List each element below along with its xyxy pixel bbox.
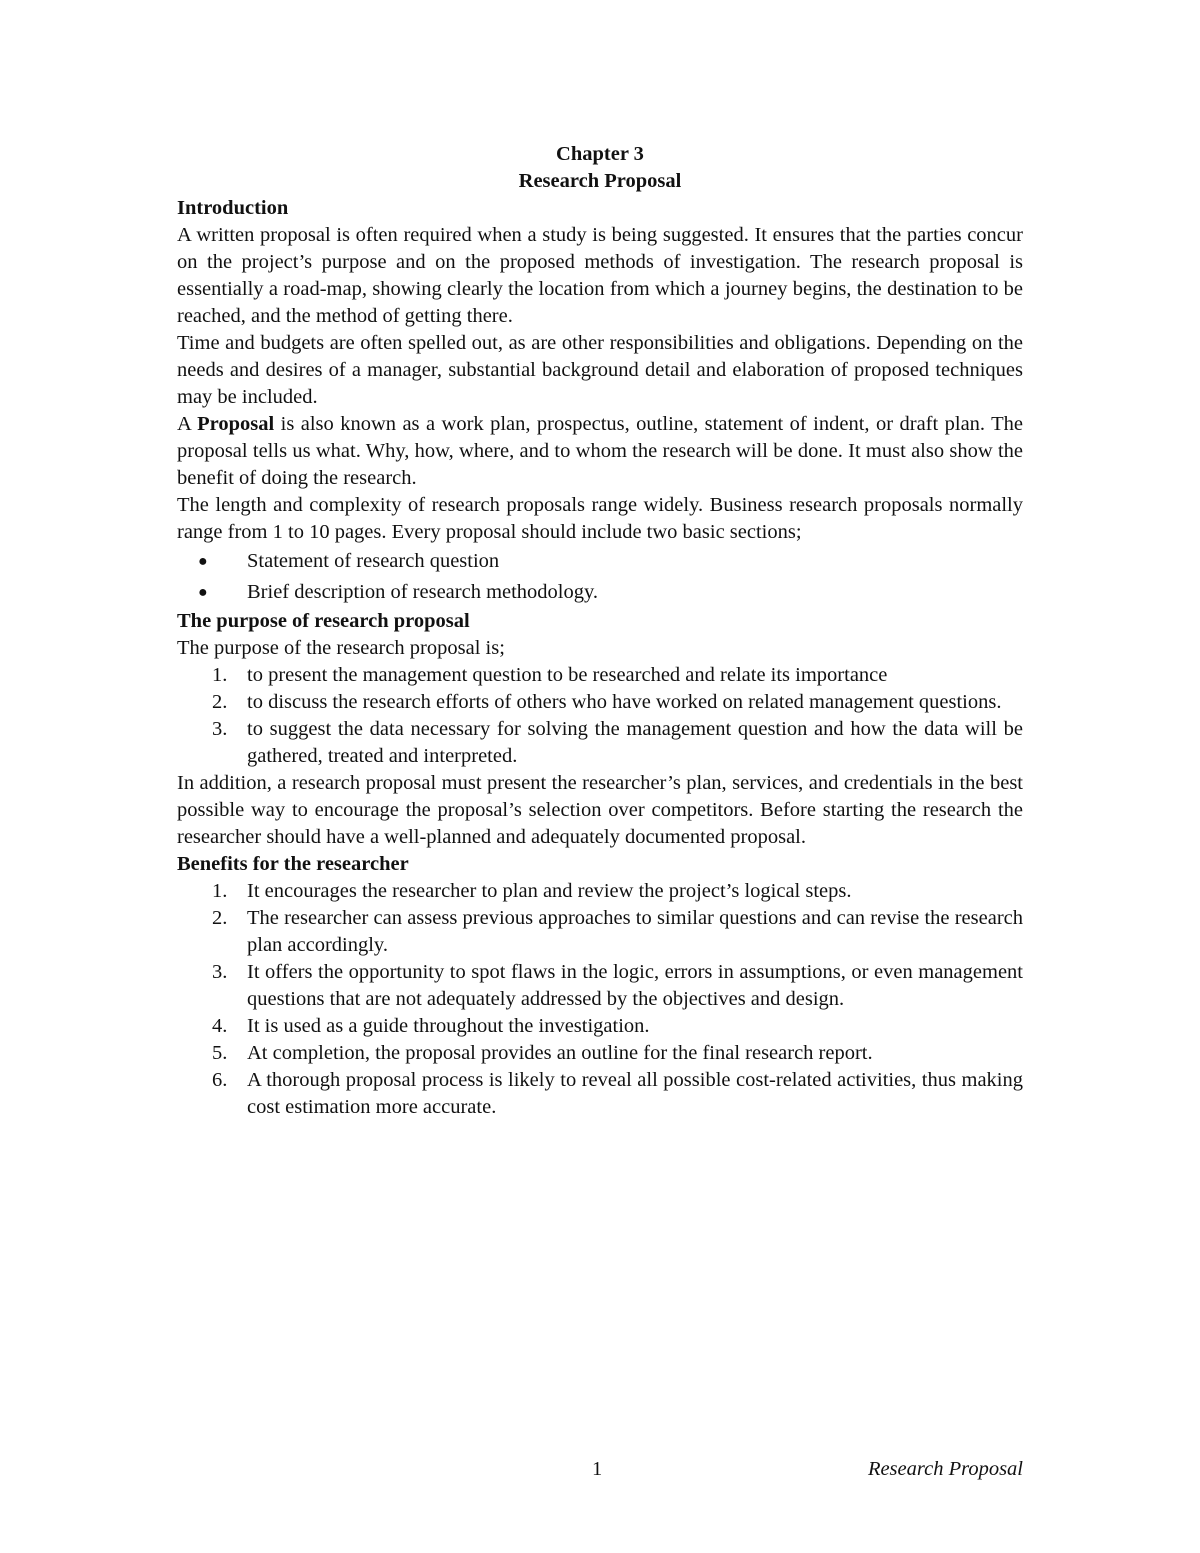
chapter-number: Chapter 3 [556, 143, 644, 165]
list-number: 2. [212, 691, 228, 713]
sections-bullet-list [177, 546, 1023, 608]
list-item-text: A thorough proposal process is likely to reveal all possible cost-related activities, thus making cost estimation more accurate. [247, 1069, 1023, 1118]
list-number: 3. [212, 961, 228, 983]
chapter-title: Research Proposal [518, 170, 682, 192]
list-item [177, 662, 1023, 689]
list-item [177, 905, 1023, 959]
list-number: 6. [212, 1069, 228, 1091]
list-item-text: It encourages the researcher to plan and review the project’s logical steps. [247, 880, 852, 902]
introduction-heading: Introduction [177, 197, 289, 219]
list-item [177, 1013, 1023, 1040]
intro-paragraph-2: Time and budgets are often spelled out, as are other responsibilities and obligations. Depending on the needs and desires of a manager, substantial background detail and elaboration of proposed techniques may be included. [177, 332, 1023, 408]
list-item-text: to suggest the data necessary for solving the management question and how the data will be gathered, treated and interpreted. [247, 718, 1023, 767]
benefits-list [177, 878, 1023, 1121]
list-item [177, 716, 1023, 770]
list-number: 1. [212, 664, 228, 686]
list-number: 4. [212, 1015, 228, 1037]
bullet-icon: ● [198, 553, 208, 570]
intro-p3-start: A [177, 413, 198, 435]
page-content [177, 141, 1023, 1121]
list-item-text: Brief description of research methodology. [247, 581, 599, 603]
intro-paragraph-4: The length and complexity of research proposals range widely. Business research proposals normally range from 1 to 10 pages. Every proposal should include two basic sections; [177, 494, 1023, 543]
list-number: 3. [212, 718, 228, 740]
list-number: 5. [212, 1042, 228, 1064]
list-item-text: It is used as a guide throughout the investigation. [247, 1015, 650, 1037]
list-item [177, 1067, 1023, 1121]
list-item-text: Statement of research question [247, 550, 500, 572]
list-item [177, 577, 1023, 608]
list-item [177, 959, 1023, 1013]
list-item [177, 546, 1023, 577]
list-item-text: At completion, the proposal provides an outline for the final research report. [247, 1042, 873, 1064]
list-number: 1. [212, 880, 228, 902]
bullet-icon: ● [198, 584, 208, 601]
list-number: 2. [212, 907, 228, 929]
list-item-text: to present the management question to be researched and relate its importance [247, 664, 888, 686]
list-item-text: to discuss the research efforts of others who have worked on related management questions. [247, 691, 1002, 713]
purpose-heading: The purpose of research proposal [177, 610, 470, 632]
list-item [177, 878, 1023, 905]
benefits-heading: Benefits for the researcher [177, 853, 409, 875]
running-footer-title: Research Proposal [867, 1458, 1023, 1480]
list-item-text: The researcher can assess previous approaches to similar questions and can revise the research plan accordingly. [247, 907, 1023, 956]
purpose-closing-paragraph: In addition, a research proposal must present the researcher’s plan, services, and credentials in the best possible way to encourage the proposal’s selection over competitors. Before starting the research the researcher should have a well-planned and adequately documented proposal. [177, 772, 1023, 848]
list-item [177, 689, 1023, 716]
list-item-text: It offers the opportunity to spot flaws in the logic, errors in assumptions, or even management questions that are not adequately addressed by the objectives and design. [247, 961, 1023, 1010]
intro-paragraph-1: A written proposal is often required when a study is being suggested. It ensures that the parties concur on the project’s purpose and on the proposed methods of investigation. The research proposal is essentially a road-map, showing clearly the location from which a journey begins, the destination to be reached, and the method of getting there. [177, 224, 1023, 327]
page-number: 1 [592, 1458, 603, 1480]
list-item [177, 1040, 1023, 1067]
intro-paragraph-3 [177, 411, 1023, 492]
purpose-list [177, 662, 1023, 770]
proposal-term: Proposal [197, 413, 275, 435]
purpose-lead: The purpose of the research proposal is; [177, 637, 505, 659]
intro-p3-rest: is also known as a work plan, prospectus, outline, statement of indent, or draft plan. The proposal tells us what. Why, how, where, and to whom the research will be done. It must also show the benefit of doing the research. [177, 413, 1023, 489]
